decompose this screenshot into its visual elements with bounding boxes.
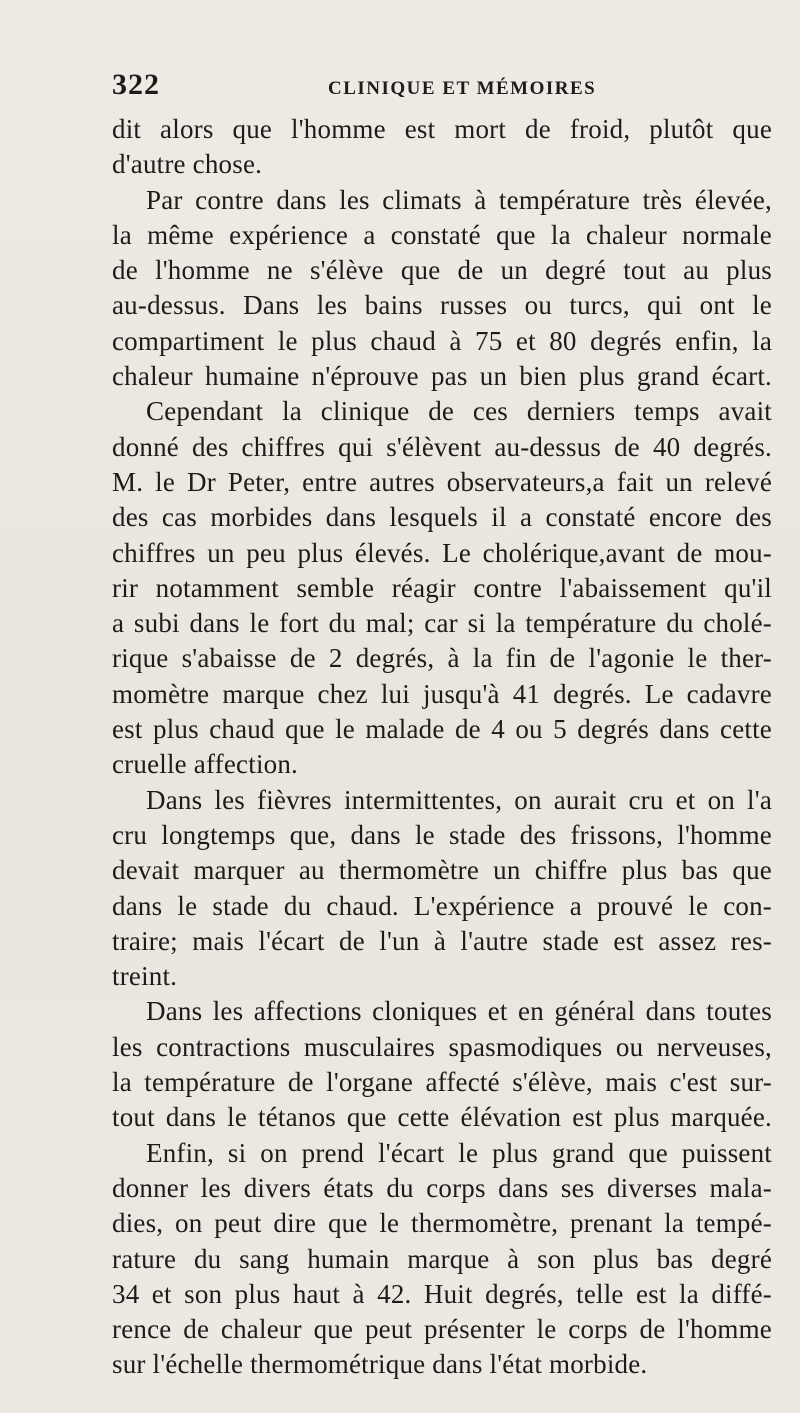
text-line: donner les divers états du corps dans ses diverses mala- bbox=[112, 1172, 772, 1203]
text-line: rence de chaleur que peut présenter le corps de l'homme bbox=[112, 1314, 772, 1345]
text-line: de l'homme ne s'élève que de un degré tout au plus bbox=[112, 255, 772, 286]
text-line: 34 et son plus haut à 42. Huit degrés, telle est la diffé- bbox=[112, 1278, 772, 1309]
paragraph-2 bbox=[112, 183, 772, 395]
paragraph-5 bbox=[112, 994, 772, 1135]
text-line: donné des chiffres qui s'élèvent au-dessus de 40 degrés. bbox=[112, 431, 772, 462]
body-text bbox=[112, 112, 772, 1383]
text-line: la même expérience a constaté que la chaleur normale bbox=[112, 219, 772, 250]
page-header bbox=[112, 68, 772, 108]
paragraph-6 bbox=[112, 1136, 772, 1383]
text-line: chiffres un peu plus élevés. Le cholérique,avant de mou- bbox=[112, 537, 772, 568]
text-line: traire; mais l'écart de l'un à l'autre stade est assez res- bbox=[112, 925, 772, 956]
text-line: dies, on peut dire que le thermomètre, prenant la tempé- bbox=[112, 1208, 772, 1239]
text-line: devait marquer au thermomètre un chiffre plus bas que bbox=[112, 855, 772, 886]
text-line: des cas morbides dans lesquels il a constaté encore des bbox=[112, 502, 772, 533]
text-line: Par contre dans les climats à température très élevée, bbox=[146, 184, 772, 215]
text-line: est plus chaud que le malade de 4 ou 5 degrés dans cette bbox=[112, 714, 772, 745]
text-line: les contractions musculaires spasmodiques ou nerveuses, bbox=[112, 1031, 772, 1062]
paragraph-1 bbox=[112, 112, 772, 183]
text-line: tout dans le tétanos que cette élévation est plus marquée. bbox=[112, 1102, 772, 1133]
text-line: d'autre chose. bbox=[112, 149, 263, 180]
text-line: Dans les fièvres intermittentes, on aurait cru et on l'a bbox=[146, 784, 772, 815]
text-line: dit alors que l'homme est mort de froid, plutôt que bbox=[112, 114, 772, 144]
text-line: dans le stade du chaud. L'expérience a prouvé le con- bbox=[112, 890, 772, 921]
paragraph-3 bbox=[112, 394, 772, 782]
text-line: au-dessus. Dans les bains russes ou turcs, qui ont le bbox=[112, 290, 772, 321]
text-line: Cependant la clinique de ces derniers temps avait bbox=[146, 396, 772, 427]
text-line: Dans les affections cloniques et en général dans toutes bbox=[146, 996, 772, 1027]
text-line: rature du sang humain marque à son plus bas degré bbox=[112, 1243, 772, 1274]
text-line: rir notamment semble réagir contre l'abaissement qu'il bbox=[112, 572, 772, 603]
paragraph-4 bbox=[112, 783, 772, 995]
text-line: cru longtemps que, dans le stade des frissons, l'homme bbox=[112, 819, 772, 850]
text-line: rique s'abaisse de 2 degrés, à la fin de l'agonie le ther- bbox=[112, 643, 772, 674]
text-line: Enfin, si on prend l'écart le plus grand que puissent bbox=[146, 1137, 772, 1168]
text-line: sur l'échelle thermométrique dans l'état morbide. bbox=[112, 1349, 648, 1380]
text-line: chaleur humaine n'éprouve pas un bien plus grand écart. bbox=[112, 361, 772, 392]
text-line: cruelle affection. bbox=[112, 749, 298, 780]
text-line: la température de l'organe affecté s'élève, mais c'est sur- bbox=[112, 1067, 772, 1098]
text-line: treint. bbox=[112, 961, 178, 992]
running-title: CLINIQUE ET MÉMOIRES bbox=[328, 78, 597, 99]
text-line: compartiment le plus chaud à 75 et 80 degrés enfin, la bbox=[112, 325, 772, 356]
text-line: a subi dans le fort du mal; car si la température du cholé- bbox=[112, 608, 772, 639]
page-number: 322 bbox=[112, 68, 160, 101]
text-line: momètre marque chez lui jusqu'à 41 degrés. Le cadavre bbox=[112, 678, 772, 709]
text-line: M. le Dr Peter, entre autres observateurs,a fait un relevé bbox=[112, 466, 772, 497]
